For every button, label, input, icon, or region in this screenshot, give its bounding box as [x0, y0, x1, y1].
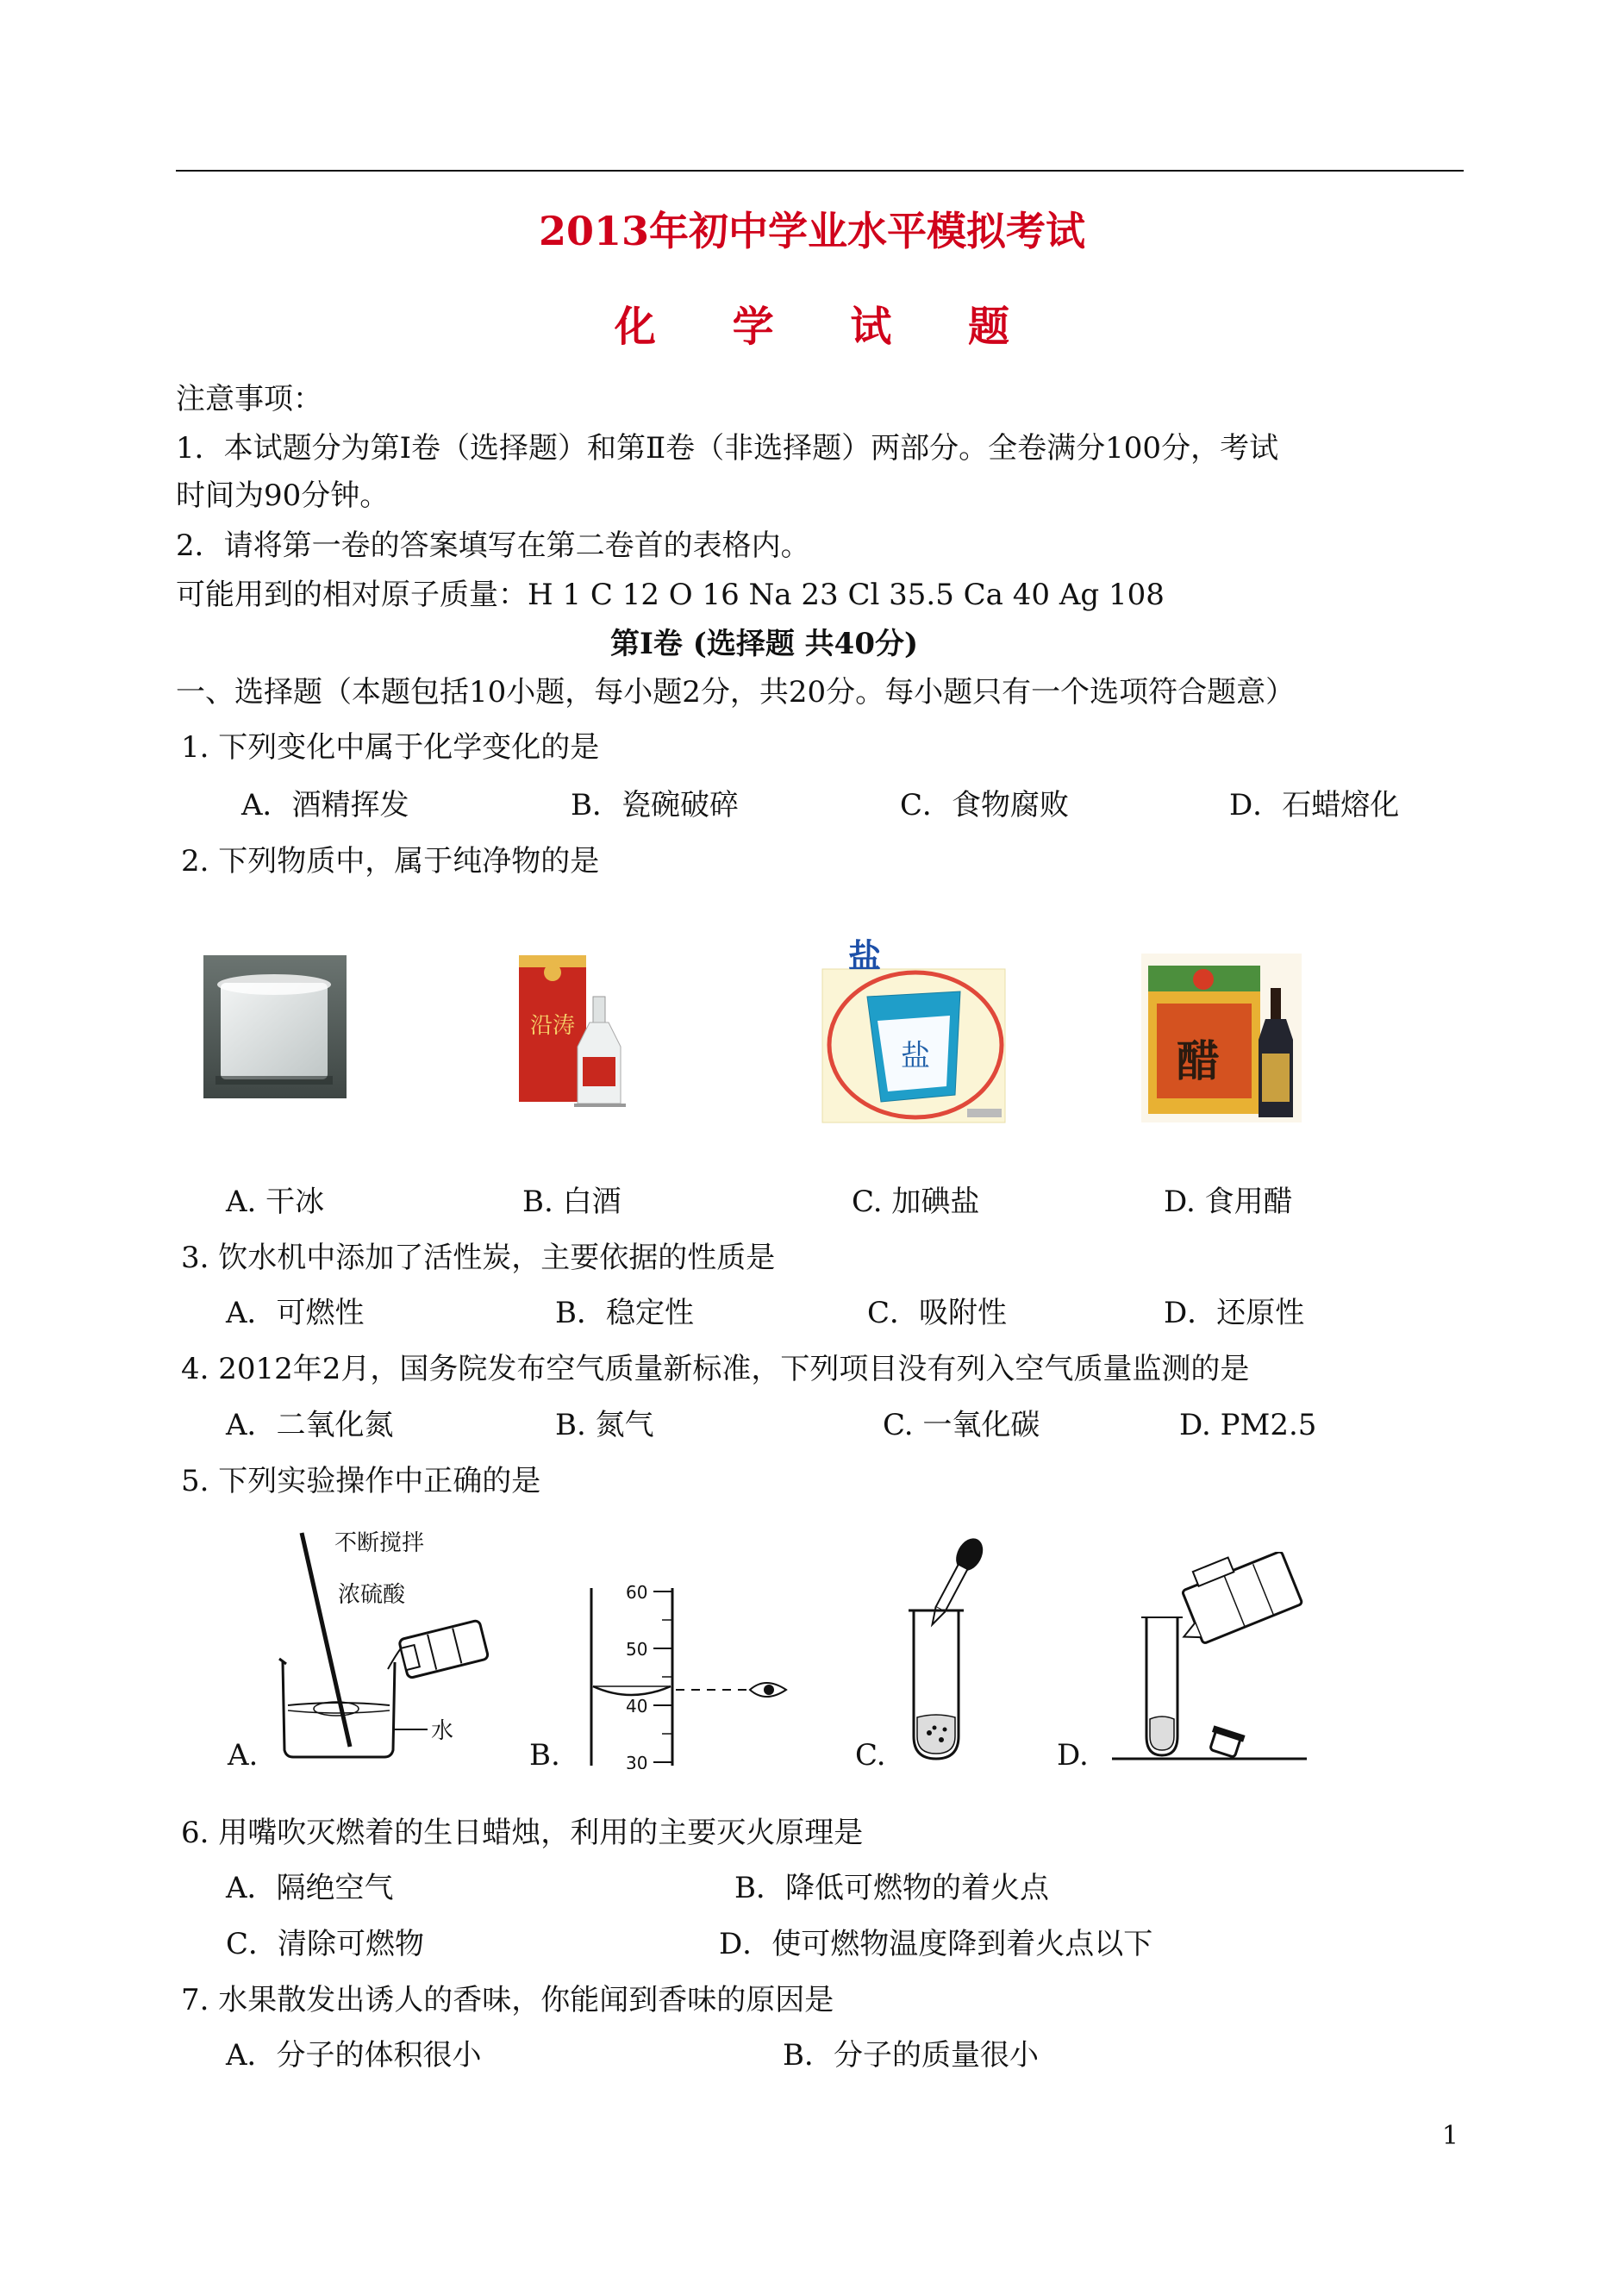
q6-option-d: D．使可燃物温度降到着火点以下 — [719, 1927, 1153, 1961]
q5-option-c: C. — [855, 1738, 886, 1773]
q6-option-a: A．隔绝空气 — [226, 1871, 394, 1905]
question-7-stem: 7. 水果散发出诱人的香味，你能闻到香味的原因是 — [181, 1983, 834, 2017]
q6-option-c: C．清除可燃物 — [226, 1927, 425, 1961]
page-number: 1 — [1441, 2121, 1458, 2151]
q1-option-c: C．食物腐败 — [900, 788, 1070, 822]
q3-option-d: D．还原性 — [1164, 1296, 1305, 1330]
q5-option-d: D. — [1057, 1738, 1089, 1773]
liquor-image — [514, 952, 643, 1107]
q3-option-c: C．吸附性 — [867, 1296, 1008, 1330]
cylinder-reading-diagram — [569, 1574, 793, 1769]
q2-option-b: B. 白酒 — [522, 1185, 621, 1219]
cylinder-mark-50: 50 — [626, 1639, 648, 1660]
q5-option-a: A. — [228, 1738, 259, 1773]
notes-line-1a: 1．本试题分为第Ⅰ卷（选择题）和第Ⅱ卷（非选择题）两部分。全卷满分100分，考试 — [176, 431, 1279, 466]
q2-option-c: C. 加碘盐 — [852, 1185, 980, 1219]
vinegar-char-text: 醋 — [1177, 1036, 1220, 1086]
question-2-stem: 2. 下列物质中，属于纯净物的是 — [181, 844, 600, 879]
acid-label: 浓硫酸 — [338, 1582, 406, 1608]
notes-line-1b: 时间为90分钟。 — [176, 478, 390, 513]
q1-option-b: B．瓷碗破碎 — [571, 788, 739, 822]
pouring-liquid-diagram — [1112, 1552, 1310, 1764]
question-4-stem: 4. 2012年2月，国务院发布空气质量新标准，下列项目没有列入空气质量监测的是 — [181, 1352, 1250, 1386]
acid-dilution-diagram — [259, 1524, 500, 1759]
q1-option-d: D．石蜡熔化 — [1229, 788, 1400, 822]
water-label: 水 — [431, 1718, 454, 1744]
header-rule — [176, 170, 1464, 172]
dry-ice-image — [203, 955, 347, 1098]
q2-option-a: A. 干冰 — [226, 1185, 325, 1219]
cylinder-mark-60: 60 — [626, 1582, 648, 1603]
q3-option-b: B．稳定性 — [555, 1296, 694, 1330]
notes-heading: 注意事项： — [176, 382, 322, 416]
notes-line-2: 2．请将第一卷的答案填写在第二卷首的表格内。 — [176, 528, 810, 563]
vinegar-image — [1141, 954, 1302, 1122]
cylinder-mark-30: 30 — [626, 1753, 648, 1769]
question-1-stem: 1. 下列变化中属于化学变化的是 — [181, 730, 600, 765]
iodized-salt-image — [821, 926, 1009, 1126]
liquor-brand-text: 沿涛 — [529, 1013, 576, 1039]
q7-option-b: B．分子的质量很小 — [783, 2038, 1039, 2073]
q4-option-b: B. 氮气 — [555, 1408, 654, 1442]
stir-label: 不断搅拌 — [334, 1530, 425, 1556]
dropper-test-tube-diagram — [888, 1533, 1000, 1762]
q5-option-b: B. — [529, 1738, 560, 1773]
cylinder-mark-40: 40 — [626, 1696, 648, 1717]
part1-heading: 第Ⅰ卷 (选择题 共40分) — [610, 627, 919, 661]
section-heading: 一、选择题（本题包括10小题，每小题2分，共20分。每小题只有一个选项符合题意） — [176, 675, 1296, 710]
q7-option-a: A．分子的体积很小 — [226, 2038, 482, 2073]
question-3-stem: 3. 饮水机中添加了活性炭，主要依据的性质是 — [181, 1241, 776, 1275]
salt-char-text: 盐 — [848, 937, 882, 975]
q2-option-d: D. 食用醋 — [1164, 1185, 1293, 1219]
q4-option-a: A．二氧化氮 — [226, 1408, 394, 1442]
q3-option-a: A．可燃性 — [226, 1296, 365, 1330]
atomic-masses: 可能用到的相对原子质量：H 1 C 12 O 16 Na 23 Cl 35.5 Ca 40 Ag 108 — [176, 578, 1165, 612]
svg-text:盐: 盐 — [901, 1039, 930, 1073]
exam-subtitle: 化 学 试 题 — [614, 303, 1041, 351]
q4-option-d: D. PM2.5 — [1179, 1408, 1317, 1442]
q1-option-a: A．酒精挥发 — [241, 788, 409, 822]
question-6-stem: 6. 用嘴吹灭燃着的生日蜡烛，利用的主要灭火原理是 — [181, 1816, 864, 1850]
q6-option-b: B．降低可燃物的着火点 — [734, 1871, 1049, 1905]
q4-option-c: C. 一氧化碳 — [883, 1408, 1040, 1442]
question-5-stem: 5. 下列实验操作中正确的是 — [181, 1464, 541, 1498]
exam-title: 2013年初中学业水平模拟考试 — [538, 208, 1086, 254]
